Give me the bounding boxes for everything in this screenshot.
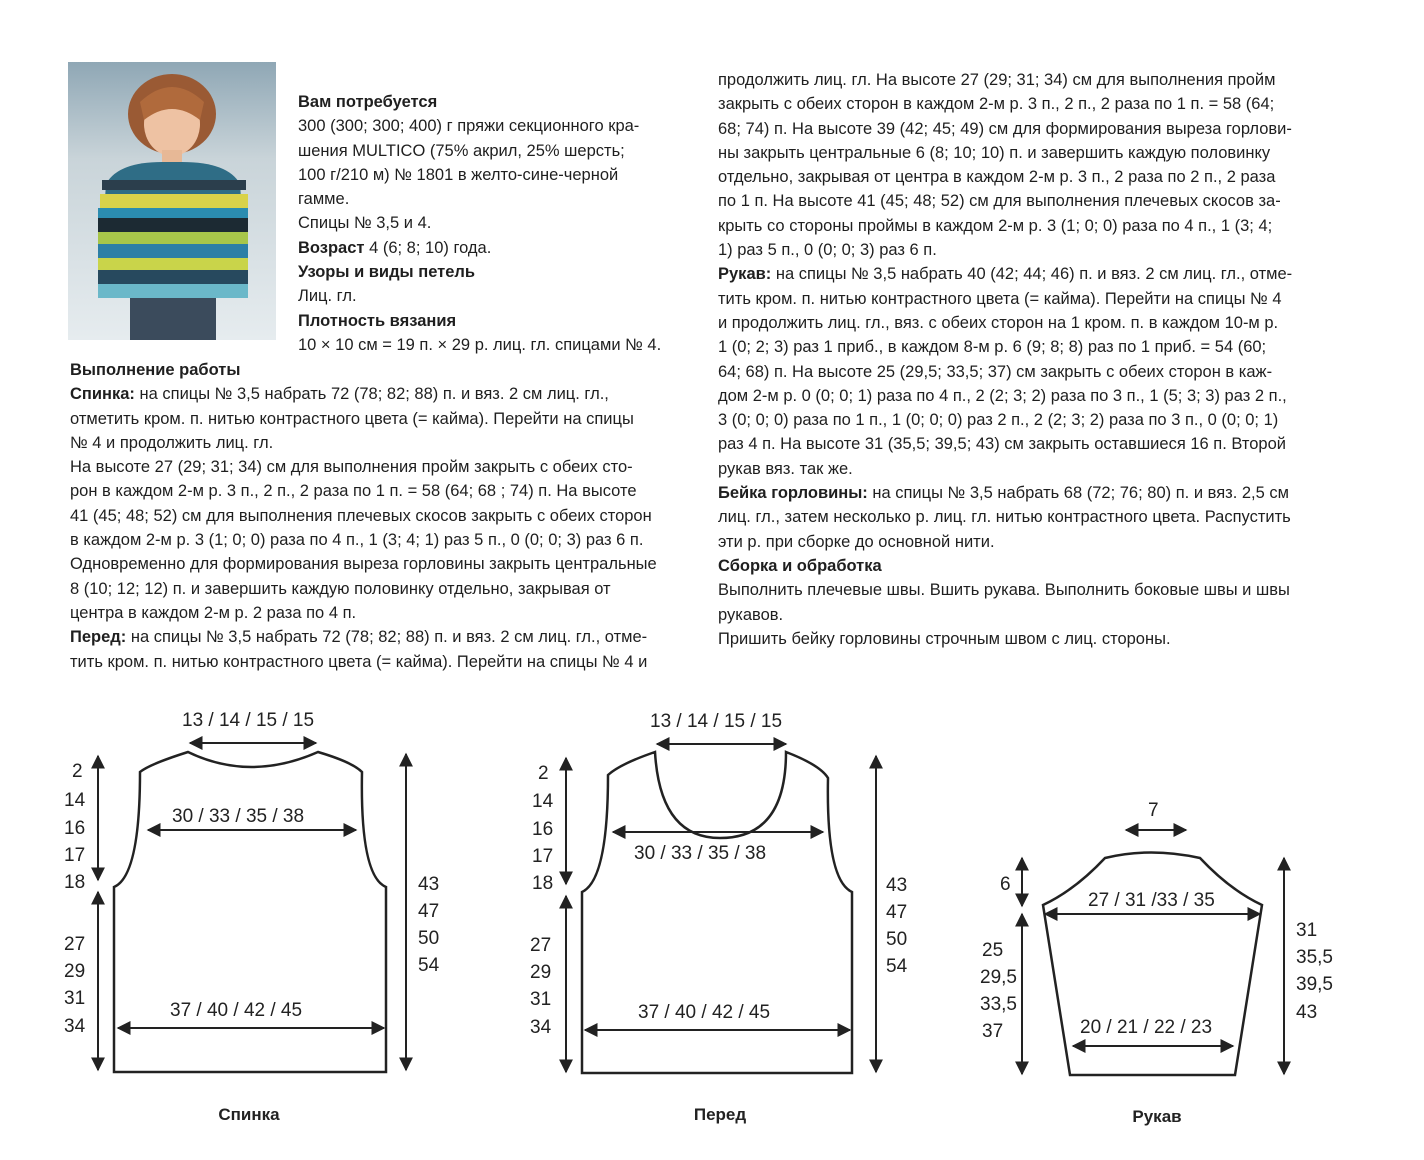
sleeve-total-label: 43	[1296, 1002, 1318, 1023]
materials-block	[298, 90, 698, 357]
sleeve-cap-height-label: 6	[1000, 874, 1011, 895]
front-line: тить кром. п. нитью контрастного цвета (= кайма). Перейти на спицы № 4 и	[70, 652, 648, 671]
sleeve-line: и продолжить лиц. гл., вяз. с обеих сторон на 1 кром. п. в каждом 10-м р.	[718, 313, 1279, 332]
back-chest-label: 30 / 33 / 35 / 38	[172, 806, 305, 827]
sleeve-line: раз 4 п. На высоте 31 (35,5; 39,5; 43) см закрыть оставшиеся 16 п. Второй	[718, 435, 1286, 454]
back-caption: Спинка	[218, 1105, 280, 1124]
back-hem-label: 37 / 40 / 42 / 45	[170, 1000, 303, 1021]
front-total-label: 47	[886, 902, 908, 923]
neckband-text: на спицы № 3,5 набрать 68 (72; 76; 80) п. и вяз. 2,5 см	[867, 484, 1289, 503]
front-cont-line: продолжить лиц. гл. На высоте 27 (29; 31; 34) см для выполнения пройм	[718, 71, 1276, 89]
front-hem-label: 37 / 40 / 42 / 45	[638, 1002, 771, 1023]
back-line: 41 (45; 48; 52) см для выполнения плечевых скосов закрыть с обеих сторон	[70, 506, 652, 525]
back-height-label: 29	[64, 961, 86, 982]
front-cont-line: ны закрыть центральные 6 (8; 10; 10) п. и завершить каждую половинку	[718, 143, 1271, 162]
back-line: отметить кром. п. нитью контрастного цвета (= кайма). Перейти на спицы	[70, 409, 634, 428]
assembly-line: рукавов.	[718, 605, 784, 624]
back-height-label: 2	[72, 761, 83, 782]
front-height-label: 34	[530, 1017, 552, 1038]
density-value: 10 × 10 см = 19 п. × 29 р. лиц. гл. спицами № 4.	[298, 335, 662, 354]
front-cont-line: по 1 п. На высоте 41 (45; 48; 52) см для выполнения плечевых скосов за-	[718, 192, 1281, 211]
neckband-label: Бейка горловины:	[718, 484, 868, 503]
front-text: на спицы № 3,5 набрать 72 (78; 82; 88) п. и вяз. 2 см лиц. гл., отме-	[126, 628, 648, 647]
age-label: Возраст	[298, 238, 365, 257]
back-height-label: 18	[64, 872, 86, 893]
sleeve-caption: Рукав	[1132, 1107, 1182, 1126]
assembly-title: Сборка и обработка	[718, 556, 882, 575]
back-label: Спинка:	[70, 385, 135, 404]
assembly-line: Пришить бейку горловины строчным швом с лиц. стороны.	[718, 629, 1171, 648]
back-line: 8 (10; 12; 12) п. и завершить каждую половинку отдельно, закрывая от	[70, 579, 611, 598]
sleeve-line: 64; 68) п. На высоте 25 (29,5; 33,5; 37) см закрыть с обеих сторон в каж-	[718, 362, 1273, 381]
back-height-label: 17	[64, 845, 86, 866]
age-value: 4 (6; 8; 10) года.	[364, 238, 492, 257]
back-line: Одновременно для формирования выреза горловины закрыть центральные	[70, 555, 657, 574]
sleeve-cuff-label: 20 / 21 / 22 / 23	[1080, 1017, 1213, 1038]
needles-line: Спицы № 3,5 и 4.	[298, 214, 432, 233]
front-line	[70, 625, 695, 649]
sleeve-line: 3 (0; 0; 0) раза по 1 п., 1 (0; 0; 0) раз 2 п., 2 (2; 3; 2) раза по 3 п., 0 (0; 0; 1)	[718, 411, 1279, 430]
front-total-label: 54	[886, 956, 908, 977]
back-line: На высоте 27 (29; 31; 34) см для выполнения пройм закрыть с обеих сто-	[70, 458, 633, 477]
sleeve-line	[718, 262, 1338, 286]
sleeve-height-label: 29,5	[980, 967, 1017, 988]
sleeve-top-label: 7	[1148, 800, 1159, 821]
front-cont-line: 68; 74) п. На высоте 39 (42; 45; 49) см для формирования выреза горлови-	[718, 119, 1292, 138]
front-height-label: 29	[530, 962, 552, 983]
back-total-label: 43	[418, 874, 440, 895]
back-line	[70, 382, 695, 406]
front-total-label: 43	[886, 875, 908, 896]
left-column	[70, 358, 695, 674]
back-height-label: 31	[64, 988, 86, 1009]
sleeve-line: 1 (0; 2; 3) раз 1 приб., в каждом 8-м р. 6 (9; 8; 8) раз по 1 приб. = 54 (60;	[718, 338, 1267, 357]
assembly-line: Выполнить плечевые швы. Вшить рукава. Выполнить боковые швы и швы	[718, 581, 1290, 600]
sleeve-height-label: 37	[982, 1021, 1004, 1042]
front-outline	[582, 752, 852, 1073]
front-cont-line: 1) раз 5 п., 0 (0; 0; 3) раз 6 п.	[718, 241, 937, 260]
patterns-title: Узоры и виды петель	[298, 263, 476, 282]
back-total-label: 50	[418, 928, 440, 949]
yarn-line: 100 г/210 м) № 1801 в желто-сине-черной	[298, 165, 619, 184]
right-column	[718, 68, 1338, 651]
front-height-label: 16	[532, 819, 554, 840]
yarn-line: гамме.	[298, 190, 350, 209]
sleeve-line: рукав вяз. так же.	[718, 459, 853, 478]
sleeve-text: на спицы № 3,5 набрать 40 (42; 44; 46) п. и вяз. 2 см лиц. гл., отме-	[771, 265, 1293, 284]
sleeve-total-label: 35,5	[1296, 947, 1333, 968]
front-height-label: 2	[538, 763, 549, 784]
front-cont-line: закрыть с обеих сторон в каждом 2-м р. 3 п., 2 п., 2 раза по 1 п. = 58 (64;	[718, 95, 1275, 114]
back-height-label: 14	[64, 790, 86, 811]
back-height-label: 16	[64, 818, 86, 839]
back-total-label: 54	[418, 955, 440, 976]
front-cont-line: отдельно, закрывая от центра в каждом 2-м р. 3 п., 2 раза по 2 п., 2 раза	[718, 168, 1276, 187]
sleeve-total-label: 39,5	[1296, 974, 1333, 995]
front-neck-label: 13 / 14 / 15 / 15	[650, 711, 783, 732]
age-line	[298, 236, 698, 260]
front-height-label: 27	[530, 935, 552, 956]
front-height-label: 31	[530, 989, 552, 1010]
sleeve-height-label: 33,5	[980, 994, 1017, 1015]
back-total-label: 47	[418, 901, 440, 922]
sleeve-line: тить кром. п. нитью контрастного цвета (= кайма). Перейти на спицы № 4	[718, 289, 1282, 308]
back-neck-label: 13 / 14 / 15 / 15	[182, 710, 315, 731]
back-line: в каждом 2-м р. 3 (1; 0; 0) раза по 4 п., 1 (3; 4; 1) раз 5 п., 0 (0; 0; 3) раз 6 п.	[70, 531, 644, 550]
front-height-label: 14	[532, 791, 554, 812]
back-height-label: 27	[64, 934, 86, 955]
neckband-line: лиц. гл., затем несколько р. лиц. гл. нитью контрастного цвета. Распустить	[718, 508, 1291, 527]
back-outline	[114, 752, 386, 1072]
front-label: Перед:	[70, 628, 127, 647]
neckband-line	[718, 481, 1338, 505]
sleeve-height-label: 25	[982, 940, 1004, 961]
front-chest-label: 30 / 33 / 35 / 38	[634, 843, 767, 864]
back-line: № 4 и продолжить лиц. гл.	[70, 433, 274, 452]
photo-child-sweater	[68, 62, 276, 340]
pattern-schematics	[0, 690, 1424, 1160]
front-caption: Перед	[693, 1105, 747, 1124]
back-text: на спицы № 3,5 набрать 72 (78; 82; 88) п. и вяз. 2 см лиц. гл.,	[134, 385, 609, 404]
sleeve-total-label: 31	[1296, 920, 1318, 941]
materials-title: Вам потребуется	[298, 93, 438, 111]
front-cont-line: крыть со стороны проймы в каждом 2-м р. 3 (1; 0; 0) раза по 4 п., 1 (3; 4;	[718, 216, 1273, 235]
work-title: Выполнение работы	[70, 361, 241, 379]
back-line: центра в каждом 2-м р. 2 раза по 4 п.	[70, 603, 357, 622]
back-height-label: 34	[64, 1016, 86, 1037]
sleeve-outline	[1043, 853, 1262, 1076]
density-title: Плотность вязания	[298, 311, 457, 330]
front-height-label: 18	[532, 873, 554, 894]
sleeve-width-label: 27 / 31 /33 / 35	[1088, 890, 1215, 911]
sleeve-label: Рукав:	[718, 265, 772, 284]
front-height-label: 17	[532, 846, 554, 867]
sleeve-line: дом 2-м р. 0 (0; 0; 1) раза по 4 п., 2 (2; 3; 2) раза по 3 п., 1 (5; 3; 3) раз 2 п.,	[718, 386, 1287, 405]
patterns-value: Лиц. гл.	[298, 287, 357, 306]
front-total-label: 50	[886, 929, 908, 950]
back-line: рон в каждом 2-м р. 3 п., 2 п., 2 раза по 1 п. = 58 (64; 68 ; 74) п. На высоте	[70, 482, 637, 501]
neckband-line: эти р. при сборке до основной нити.	[718, 532, 995, 551]
yarn-line: 300 (300; 300; 400) г пряжи секционного кра-	[298, 117, 640, 136]
yarn-line: шения MULTICO (75% акрил, 25% шерсть;	[298, 141, 625, 160]
